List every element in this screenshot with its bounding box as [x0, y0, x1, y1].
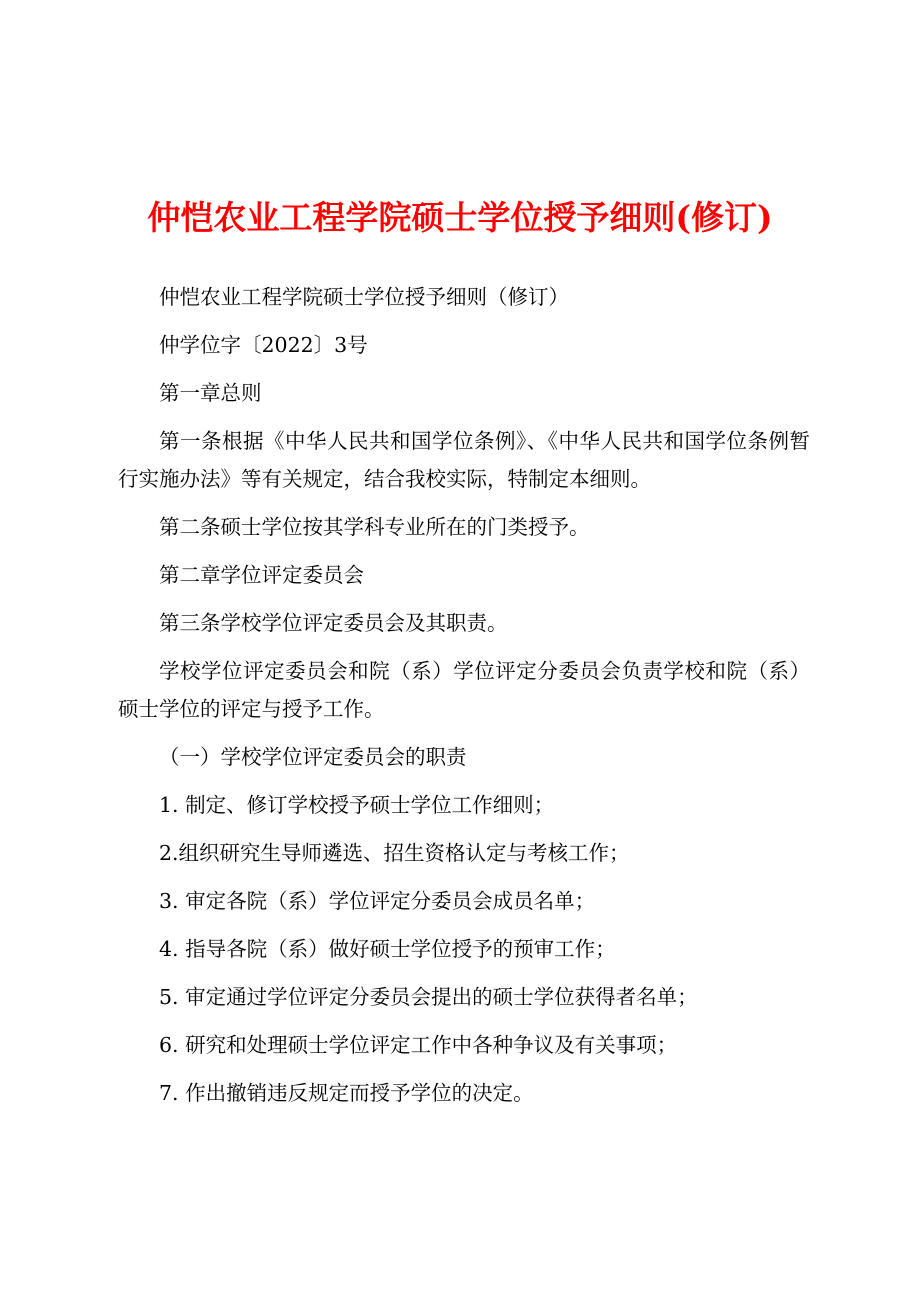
paragraph-document-number: 仲学位字〔2022〕3号	[159, 333, 368, 357]
section-heading-1: （一）学校学位评定委员会的职责	[159, 745, 467, 769]
duty-item-3: 3. 审定各院（系）学位评定分委员会成员名单；	[159, 889, 596, 913]
chapter-heading-2: 第二章学位评定委员会	[159, 563, 364, 587]
document-body	[118, 278, 810, 1122]
chapter-heading-1: 第一章总则	[159, 381, 262, 405]
duty-item-5: 5. 审定通过学位评定分委员会提出的硕士学位获得者名单；	[159, 985, 698, 1009]
duty-item-2: 2.组织研究生导师遴选、招生资格认定与考核工作；	[159, 841, 630, 865]
duty-item-6: 6. 研究和处理硕士学位评定工作中各种争议及有关事项；	[159, 1033, 678, 1057]
document-title: 仲恺农业工程学院硕士学位授予细则(修订)	[147, 198, 773, 237]
duty-item-1: 1. 制定、修订学校授予硕士学位工作细则；	[159, 793, 555, 817]
paragraph-subtitle: 仲恺农业工程学院硕士学位授予细则（修订）	[159, 285, 569, 309]
article-1: 第一条根据《中华人民共和国学位条例》、《中华人民共和国学位条例暂行实施办法》等有关规定，结合我校实际，特制定本细则。	[118, 429, 810, 491]
article-3: 第三条学校学位评定委员会及其职责。	[159, 611, 508, 635]
article-2: 第二条硕士学位按其学科专业所在的门类授予。	[159, 515, 590, 539]
duty-item-7: 7. 作出撤销违反规定而授予学位的决定。	[159, 1081, 534, 1105]
duty-item-4: 4. 指导各院（系）做好硕士学位授予的预审工作；	[159, 937, 616, 961]
article-3-description: 学校学位评定委员会和院（系）学位评定分委员会负责学校和院（系）硕士学位的评定与授予工作。	[118, 659, 810, 721]
